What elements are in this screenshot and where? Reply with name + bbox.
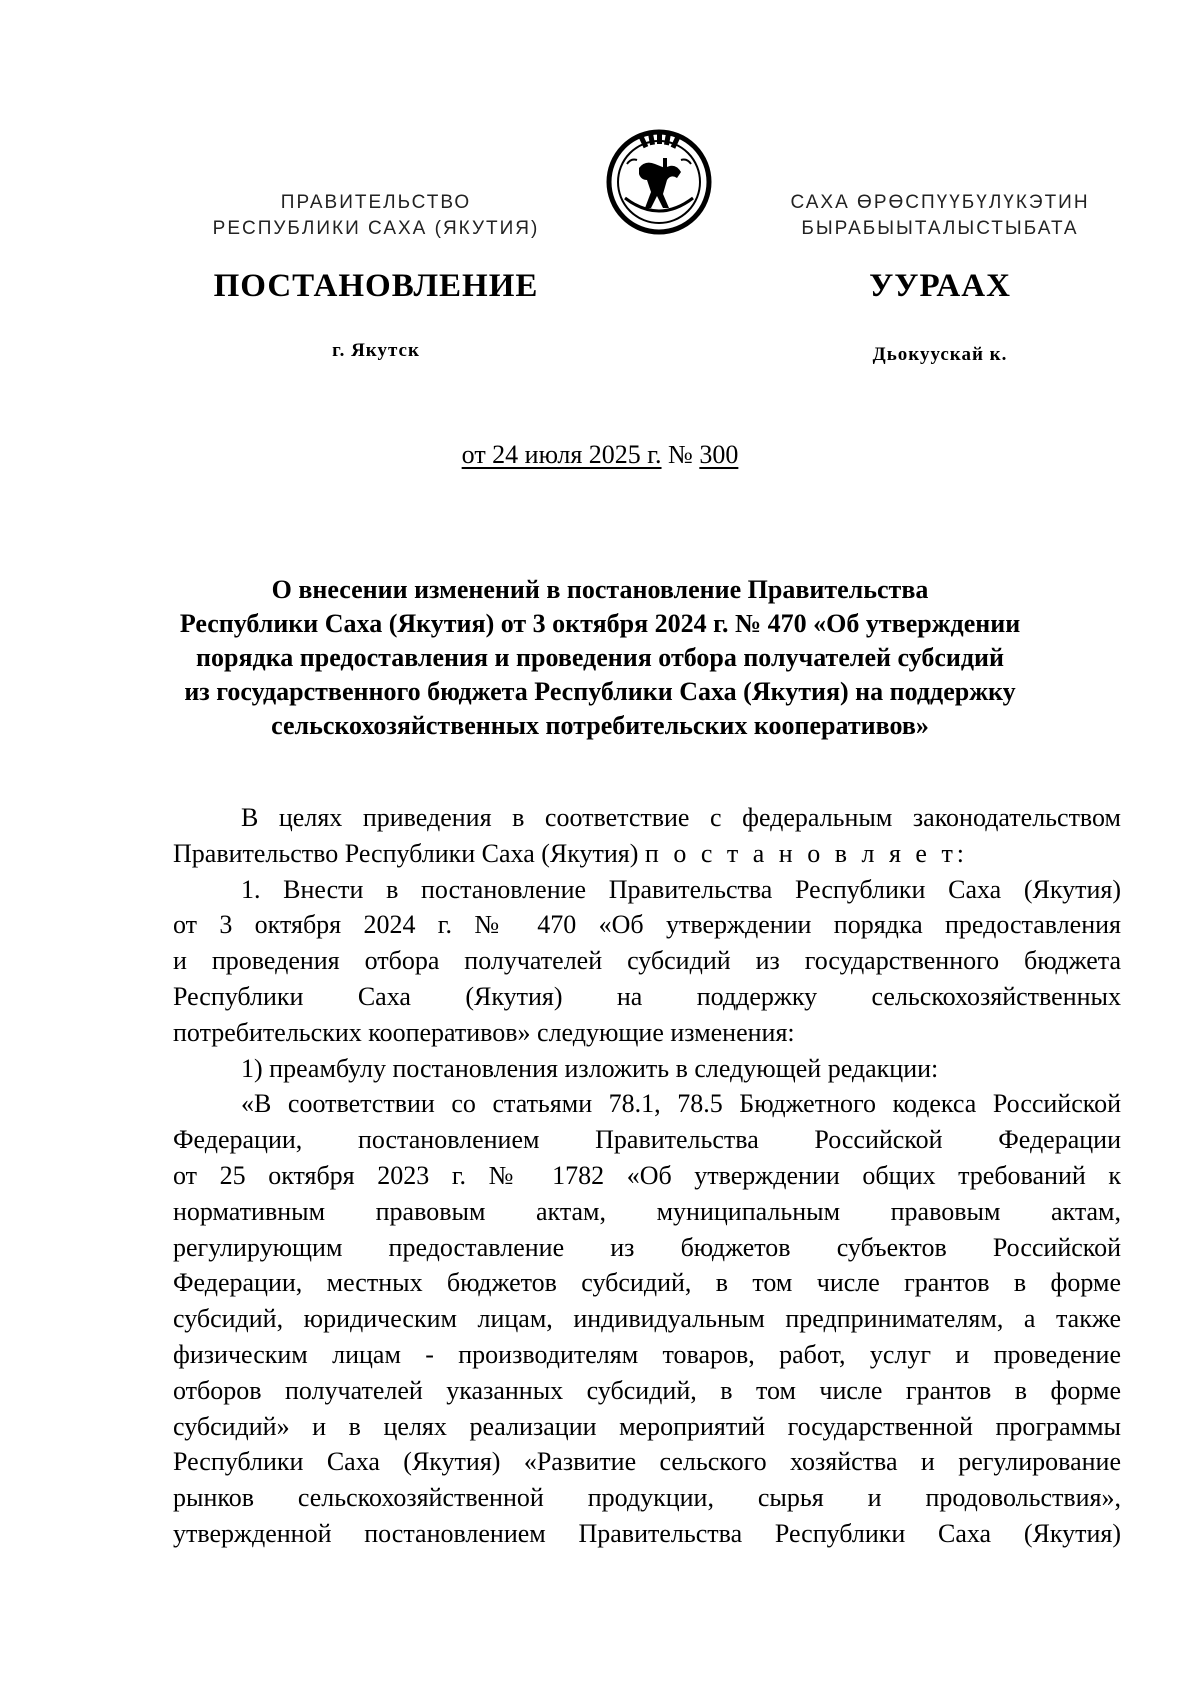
city-sah: Дьокуускай к. — [872, 344, 1008, 365]
title-line: сельскохозяйственных потребительских кооперативов» — [271, 711, 929, 740]
body-line: физическим лицам - производителям товаров, работ, услуг и проведение — [173, 1339, 1121, 1369]
body-line: нормативным правовым актам, муниципальным правовым актам, — [173, 1196, 1121, 1226]
title-line: Республики Саха (Якутия) от 3 октября 2024 г. № 470 «Об утверждении — [179, 609, 1021, 638]
body-line-resolves: п о с т а н о в л я е т: — [644, 838, 969, 868]
body-line: рынков сельскохозяйственной продукции, сырья и продовольствия», — [173, 1483, 1121, 1513]
decree-type-ru: ПОСТАНОВЛЕНИЕ — [213, 268, 539, 304]
body-line: «В соответствии со статьями 78.1, 78.5 Бюджетного кодекса Российской — [241, 1089, 1121, 1119]
body-line: от 3 октября 2024 г. № 470 «Об утверждении порядка предоставления — [173, 910, 1121, 940]
decree-number-sign: № — [668, 440, 693, 469]
org-name-ru — [186, 190, 566, 242]
body-line: Республики Саха (Якутия) на поддержку сельскохозяйственных — [173, 981, 1121, 1011]
org-name-sah — [750, 190, 1130, 242]
body-line: потребительских кооперативов» следующие изменения: — [173, 1017, 795, 1047]
org-name-ru-line-1: ПРАВИТЕЛЬСТВО — [280, 192, 472, 213]
yakutia-coat-of-arms-icon — [605, 128, 713, 236]
body-line: отборов получателей указанных субсидий, в том числе грантов в форме — [173, 1375, 1121, 1405]
decree-date: от 24 июля 2025 г. — [461, 440, 662, 469]
body-line: и проведения отбора получателей субсидий из государственного бюджета — [173, 946, 1121, 976]
body-line: субсидий, юридическим лицам, индивидуальным предпринимателям, а также — [173, 1304, 1121, 1334]
body-line: В целях приведения в соответствие с федеральным законодательством — [241, 803, 1121, 832]
org-name-ru-line-2: РЕСПУБЛИКИ САХА (ЯКУТИЯ) — [212, 218, 540, 239]
title-line: О внесении изменений в постановление Правительства — [271, 575, 929, 604]
decree-date-line — [0, 440, 1200, 470]
body-line: от 25 октября 2023 г. № 1782 «Об утверждении общих требований к — [173, 1160, 1121, 1190]
city-ru: г. Якутск — [332, 340, 420, 361]
body-line: Федерации, постановлением Правительства Российской Федерации — [173, 1125, 1121, 1155]
title-line: из государственного бюджета Республики Саха (Якутия) на поддержку — [184, 677, 1016, 706]
body-line: утвержденной постановлением Правительства Республики Саха (Якутия) — [173, 1518, 1121, 1548]
body-line-part: Правительство Республики Саха (Якутия) — [173, 838, 639, 868]
org-name-sah-line-1: САХА ӨРӨСПҮҮБҮЛҮКЭТИН — [790, 192, 1090, 213]
body-line: 1. Внести в постановление Правительства Республики Саха (Якутия) — [241, 874, 1121, 904]
decree-number: 300 — [699, 440, 739, 469]
decree-title — [150, 573, 1050, 743]
body-line: Республики Саха (Якутия) «Развитие сельского хозяйства и регулирование — [173, 1447, 1121, 1477]
body-line: 1) преамбулу постановления изложить в следующей редакции: — [241, 1053, 939, 1083]
org-name-sah-line-2: БЫРАБЫЫТАЛЫСТЫБАТА — [801, 218, 1079, 239]
decree-type-sah: УУРААХ — [869, 268, 1011, 304]
body-line: регулирующим предоставление из бюджетов субъектов Российской — [173, 1232, 1121, 1262]
title-line: порядка предоставления и проведения отбора получателей субсидий — [196, 643, 1004, 672]
body-line: Федерации, местных бюджетов субсидий, в том числе грантов в форме — [173, 1268, 1121, 1298]
decree-body — [173, 800, 1121, 1552]
body-line — [173, 836, 1121, 872]
body-line: субсидий» и в целях реализации мероприятий государственной программы — [173, 1411, 1121, 1441]
